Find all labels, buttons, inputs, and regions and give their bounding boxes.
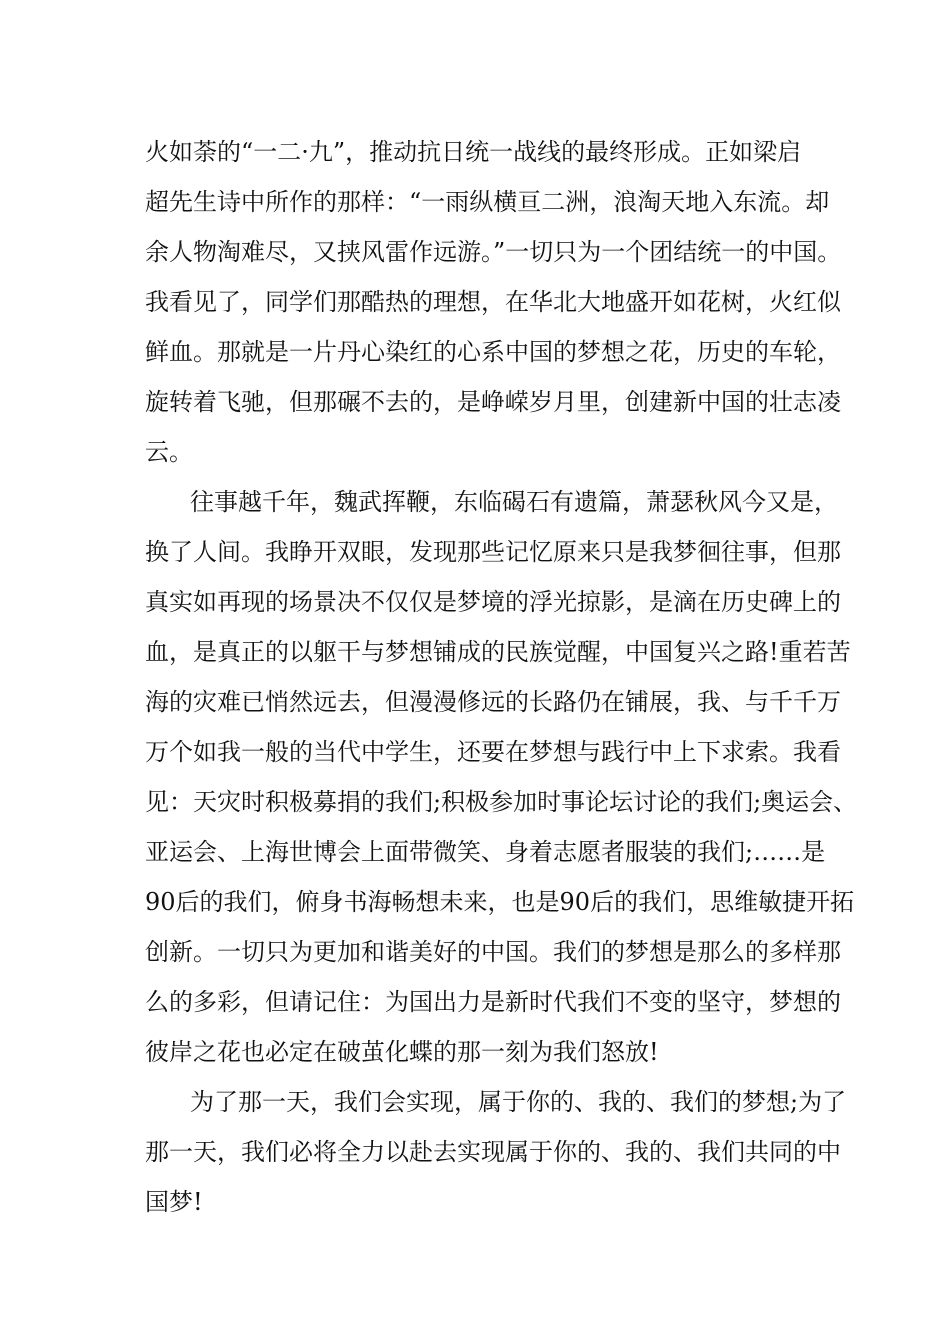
text-line: 亚运会、上海世博会上面带微笑、身着志愿者服装的我们;……是: [145, 838, 826, 866]
text-line: 我看见了，同学们那酷热的理想，在华北大地盛开如花树，火红似: [145, 288, 841, 316]
text-line: 国梦!: [145, 1188, 203, 1216]
text-line: 那一天，我们必将全力以赴去实现属于你的、我的、我们共同的中: [145, 1138, 841, 1166]
text-line: 么的多彩，但请记住：为国出力是新时代我们不变的坚守，梦想的: [145, 988, 841, 1016]
text-line: 90后的我们，俯身书海畅想未来，也是90后的我们，思维敏捷开拓: [145, 888, 855, 916]
text-line: 真实如再现的场景决不仅仅是梦境的浮光掠影，是滴在历史碑上的: [145, 588, 841, 616]
text-line: 血，是真正的以躯干与梦想铺成的民族觉醒，中国复兴之路!重若苦: [145, 638, 851, 666]
paragraph-first-line: 往事越千年，魏武挥鞭，东临碣石有遗篇，萧瑟秋风今又是，: [190, 488, 838, 516]
text-line: 超先生诗中所作的那样：“一雨纵横亘二洲，浪淘天地入东流。却: [145, 188, 830, 216]
text-line: 海的灾难已悄然远去，但漫漫修远的长路仍在铺展，我、与千千万: [145, 688, 841, 716]
text-line: 创新。一切只为更加和谐美好的中国。我们的梦想是那么的多样那: [145, 938, 841, 966]
text-line: 余人物淘难尽，又挟风雷作远游。”一切只为一个团结统一的中国。: [145, 238, 842, 266]
text-line: 换了人间。我睁开双眼，发现那些记忆原来只是我梦徊往事，但那: [145, 538, 841, 566]
text-line: 旋转着飞驰，但那碾不去的，是峥嵘岁月里，创建新中国的壮志凌: [145, 388, 841, 416]
text-line: 见：天灾时积极募捐的我们;积极参加时事论坛讨论的我们;奥运会、: [145, 788, 858, 816]
text-line: 云。: [145, 438, 193, 466]
text-line: 万个如我一般的当代中学生，还要在梦想与践行中上下求索。我看: [145, 738, 841, 766]
text-line: 火如荼的“一二·九”，推动抗日统一战线的最终形成。正如梁启: [145, 138, 802, 166]
text-line: 彼岸之花也必定在破茧化蝶的那一刻为我们怒放!: [145, 1038, 659, 1066]
text-line: 鲜血。那就是一片丹心染红的心系中国的梦想之花，历史的车轮，: [145, 338, 841, 366]
paragraph-first-line: 为了那一天，我们会实现，属于你的、我的、我们的梦想;为了: [190, 1088, 847, 1116]
